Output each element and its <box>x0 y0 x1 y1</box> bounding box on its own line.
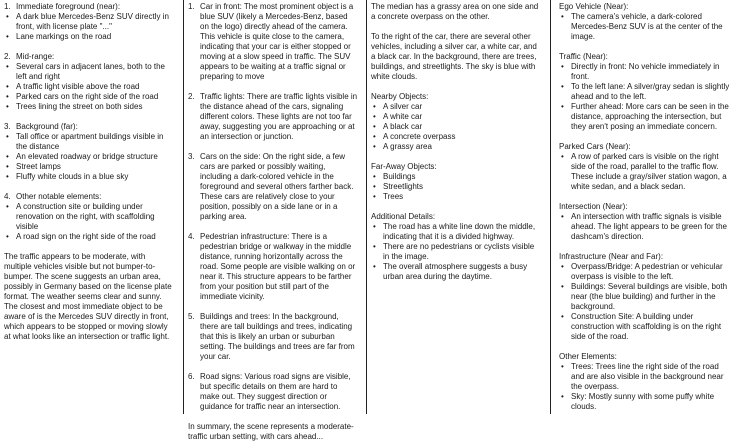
traffic-section <box>559 52 730 132</box>
list-item: • An elevated roadway or bridge structure <box>16 152 175 162</box>
item-text: Road signs: Various road signs are visible, but specific details on them are hard to make out. They suggest direction or guidance for traffic near an intersection. <box>200 372 351 411</box>
list-item: • A traffic light visible above the road <box>16 82 175 92</box>
item-text: Buildings and trees: In the background, there are tall buildings and trees, indicating that this is likely an urban or suburban setting. The buildings and trees are far from your car. <box>200 312 355 361</box>
list-item: • Trees <box>383 192 542 202</box>
list-item: • The road has a white line down the middle, indicating that it is a divided highway. <box>383 222 542 242</box>
list-item: • A row of parked cars is visible on the right side of the road, parallel to the traffic flow. These include a gray/silver station wagon, a white sedan, and a black sedan. <box>571 152 730 192</box>
section-title: Background (far): <box>16 122 78 131</box>
section-1 <box>4 2 175 42</box>
section-title: Additional Details: <box>371 212 436 221</box>
list-item: • There are no pedestrians or cyclists visible in the image. <box>383 242 542 262</box>
list-item: • Lane markings on the road <box>16 32 175 42</box>
list-item: • A dark blue Mercedes-Benz SUV directly in front, with license plate "..." <box>16 12 175 32</box>
item-number: 4. <box>188 232 195 241</box>
list-item: • Trees lining the street on both sides <box>16 102 175 112</box>
section-number: 2. <box>4 52 11 61</box>
list-item: • To the left lane: A silver/gray sedan is slightly ahead and to the left. <box>571 82 730 102</box>
section-title: Nearby Objects: <box>371 92 429 101</box>
numbered-item <box>188 372 358 412</box>
bullet-list <box>4 132 175 182</box>
section-number: 4. <box>4 192 11 201</box>
bullet-list <box>4 12 175 42</box>
section-title: Parked Cars (Near): <box>559 142 631 151</box>
list-item: • Sky: Mostly sunny with some puffy white clouds. <box>571 392 730 412</box>
section-title: Immediate foreground (near): <box>16 2 121 11</box>
additional-details-section <box>371 212 542 282</box>
paragraph: The traffic appears to be moderate, with multiple vehicles visible but not bumper-to-bumper. The scene suggests an urban area, possibly in Germany based on the license plate format. The weather seems clear and sunny. <box>4 252 172 301</box>
numbered-item <box>188 92 358 142</box>
list-item: • A construction site or building under renovation on the right, with scaffolding visible <box>16 202 175 232</box>
item-text: Car in front: The most prominent object is a blue SUV (likely a Mercedes-Benz, based on the logo) directly ahead of the camera. This vehicle is quite close to the camera, indicating that your car is either stopped or moving at a slow speed in traffic. The SUV appears to be waiting at a traffic signal or preparing to move <box>200 2 354 81</box>
bullet-list <box>371 222 542 282</box>
list-item: • An intersection with traffic signals is visible ahead. The light appears to be green for the dashcam's direction. <box>571 212 730 242</box>
bullet-list <box>371 172 542 202</box>
section-title: Mid-range: <box>16 52 55 61</box>
item-number: 3. <box>188 152 195 161</box>
other-elements-section <box>559 352 730 412</box>
section-number: 1. <box>4 2 11 11</box>
section-number: 3. <box>4 122 11 131</box>
section-title: Ego Vehicle (Near): <box>559 2 629 11</box>
summary-paragraph: In summary, the scene represents a moderate-traffic urban setting, with cars ahead... <box>188 422 354 441</box>
paragraph: The closest and most immediate object to be aware of is the Mercedes SUV directly in front, which appears to be stopped or moving slowly at what looks like an intersection or traffic light. <box>4 302 170 341</box>
bullet-list <box>371 102 542 152</box>
section-title: Other notable elements: <box>16 192 102 201</box>
bullet-list <box>559 212 730 242</box>
list-item: • Buildings <box>383 172 542 182</box>
column-2 <box>183 0 366 441</box>
list-item: • A road sign on the right side of the road <box>16 232 175 242</box>
item-text: Pedestrian infrastructure: There is a pedestrian bridge or walkway in the middle distance, running horizontally across the road. Some people are visible walking on or near it. This structure appears to be farther from your position but still part of the immediate vicinity. <box>200 232 356 301</box>
intersection-section <box>559 202 730 242</box>
section-4 <box>4 192 175 242</box>
item-number: 6. <box>188 372 195 381</box>
list-item: • A silver car <box>383 102 542 112</box>
list-item: • Streetlights <box>383 182 542 192</box>
list-item: • The overall atmosphere suggests a busy urban area during the daytime. <box>383 262 542 282</box>
numbered-item <box>188 312 358 362</box>
section-title: Traffic (Near): <box>559 52 608 61</box>
list-item: • A black car <box>383 122 542 132</box>
list-item: • A concrete overpass <box>383 132 542 142</box>
numbered-item <box>188 232 358 302</box>
bullet-list <box>559 262 730 342</box>
parked-cars-section <box>559 142 730 192</box>
bullet-list <box>559 62 730 132</box>
bullet-list <box>559 12 730 42</box>
nearby-objects-section <box>371 92 542 152</box>
bullet-list <box>559 362 730 412</box>
list-item: • Several cars in adjacent lanes, both to the left and right <box>16 62 175 82</box>
section-3 <box>4 122 175 182</box>
bullet-list <box>4 202 175 242</box>
ego-vehicle-section <box>559 2 730 42</box>
column-1 <box>0 0 183 414</box>
list-item: • A grassy area <box>383 142 542 152</box>
numbered-item <box>188 2 358 82</box>
paragraph: To the right of the car, there are several other vehicles, including a silver car, a white car, and a black car. In the background, there are trees, buildings, and streetlights. The sky is blue with white clouds. <box>371 32 537 81</box>
list-item: • A white car <box>383 112 542 122</box>
column-3 <box>366 0 550 414</box>
list-item: • Overpass/Bridge: A pedestrian or vehicular overpass is visible to the left. <box>571 262 730 282</box>
infrastructure-section <box>559 252 730 342</box>
list-item: • Buildings: Several buildings are visible, both near (the blue building) and further in the background. <box>571 282 730 312</box>
list-item: • Further ahead: More cars can be seen in the distance, approaching the intersection, but they aren't posing an immediate concern. <box>571 102 730 132</box>
section-2 <box>4 52 175 112</box>
list-item: • Parked cars on the right side of the road <box>16 92 175 102</box>
numbered-item <box>188 152 358 222</box>
column-4 <box>550 0 736 414</box>
paragraph: The median has a grassy area on one side and a concrete overpass on the other. <box>371 2 539 21</box>
list-item: • Trees: Trees line the right side of the road and are also visible in the background near the overpass. <box>571 362 730 392</box>
list-item: • Street lamps <box>16 162 175 172</box>
item-number: 5. <box>188 312 195 321</box>
list-item: • Directly in front: No vehicle immediately in front. <box>571 62 730 82</box>
item-number: 2. <box>188 92 195 101</box>
section-title: Infrastructure (Near and Far): <box>559 252 664 261</box>
item-text: Traffic lights: There are traffic lights visible in the distance ahead of the cars, signaling different colors. These lights are not too far away, suggesting you are approaching or at an intersection or junction. <box>200 92 358 141</box>
section-title: Far-Away Objects: <box>371 162 437 171</box>
list-item: • Tall office or apartment buildings visible in the distance <box>16 132 175 152</box>
section-title: Intersection (Near): <box>559 202 628 211</box>
list-item: • Fluffy white clouds in a blue sky <box>16 172 175 182</box>
item-number: 1. <box>188 2 195 11</box>
bullet-list <box>4 62 175 112</box>
section-title: Other Elements: <box>559 352 617 361</box>
list-item: • The camera's vehicle, a dark-colored Mercedes-Benz SUV is at the center of the image. <box>571 12 730 42</box>
far-objects-section <box>371 162 542 202</box>
list-item: • Construction Site: A building under construction with scaffolding is on the right side of the road. <box>571 312 730 342</box>
item-text: Cars on the side: On the right side, a few cars are parked or possibly waiting, including a dark-colored vehicle in the foreground and several others farther back. These cars are relatively close to your position, possibly on a side lane or in a parking area. <box>200 152 354 221</box>
bullet-list <box>559 152 730 192</box>
